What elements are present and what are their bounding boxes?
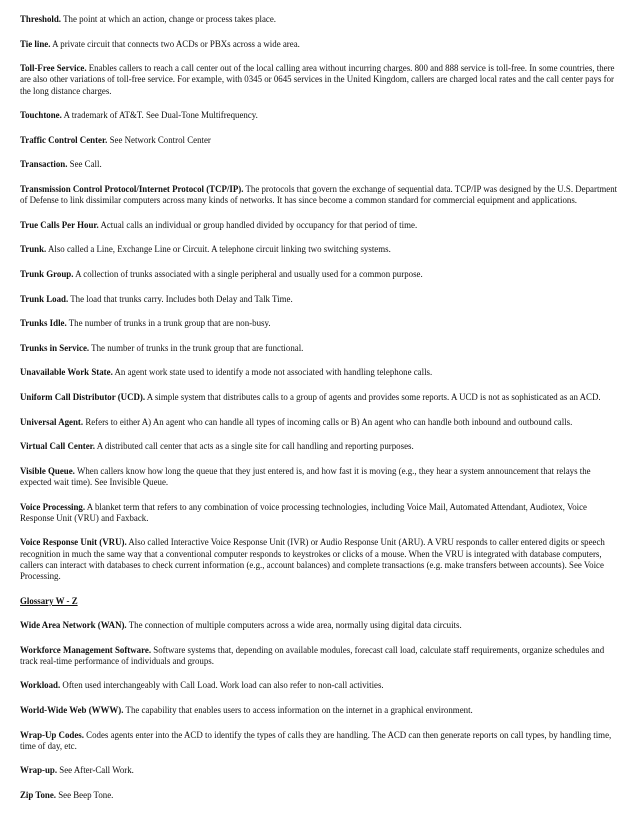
glossary-entry (20, 730, 620, 752)
glossary-definition: The capability that enables users to access information on the internet in a graphical environment. (123, 705, 473, 716)
glossary-entry (20, 220, 620, 231)
glossary-entry (20, 502, 620, 524)
glossary-term: Traffic Control Center. (20, 134, 108, 145)
glossary-entry (20, 392, 620, 403)
glossary-definition: The connection of multiple computers across a wide area, normally using digital data circuits. (126, 620, 462, 631)
glossary-entry (20, 680, 620, 691)
glossary-definition: Refers to either A) An agent who can handle all types of incoming calls or B) An agent who can handle both inbound and outbound calls. (83, 416, 573, 427)
glossary-entry (20, 39, 620, 50)
glossary-entries-t-v (20, 14, 620, 582)
glossary-definition: Also called Interactive Voice Response Unit (IVR) or Audio Response Unit (ARU). A VRU responds to caller entered digits or speech recognition in much the same way that a conventional computer responds to keystrokes or clicks of a mouse. When the VRU is integrated with database computers, callers can interact with databases to check current information (e.g., account balances) and complete transactions (e.g. make transfers between accounts). See Voice Processing. (20, 537, 605, 581)
glossary-term: Visible Queue. (20, 465, 75, 476)
glossary-term: Trunks in Service. (20, 342, 90, 353)
glossary-entry (20, 645, 620, 667)
glossary-term: Unavailable Work State. (20, 367, 113, 378)
glossary-definition: A distributed call center that acts as a single site for call handling and reporting purposes. (95, 441, 414, 452)
glossary-definition: The protocols that govern the exchange of sequential data. TCP/IP was designed by the U.S. Department of Defense to link dissimilar computers across many kinds of networks. It has since become a common standard for commercial equipment and applications. (20, 183, 618, 206)
glossary-definition: The number of trunks in the trunk group that are functional. (89, 342, 304, 353)
glossary-term: World-Wide Web (WWW). (20, 705, 124, 716)
glossary-definition: Actual calls an individual or group handled divided by occupancy for that period of time. (98, 219, 418, 230)
glossary-entry (20, 63, 620, 97)
glossary-entry (20, 244, 620, 255)
glossary-entry (20, 318, 620, 329)
glossary-term: Transmission Control Protocol/Internet Protocol (TCP/IP). (20, 183, 244, 194)
glossary-term: True Calls Per Hour. (20, 219, 99, 230)
glossary-entry (20, 620, 620, 631)
glossary-term: Workforce Management Software. (20, 644, 152, 655)
glossary-entries-w-z (20, 620, 620, 801)
glossary-term: Universal Agent. (20, 416, 84, 427)
glossary-entry (20, 159, 620, 170)
glossary-entry (20, 417, 620, 428)
glossary-definition: Enables callers to reach a call center out of the local calling area without incurring charges. 800 and 888 service is toll-free. In some countries, there are also other variations of toll-free service. For example, with 0345 or 0645 services in the United Kingdom, callers are charged local rates and the call center pays for the long distance charges. (20, 63, 615, 96)
glossary-term: Workload. (20, 680, 61, 691)
glossary-definition: An agent work state used to identify a mode not associated with handling telephone calls. (112, 367, 433, 378)
glossary-entry (20, 790, 620, 801)
glossary-definition: Codes agents enter into the ACD to identify the types of calls they are handling. The ACD can then generate reports on call types, by handling time, time of day, etc. (20, 729, 612, 751)
glossary-definition: Software systems that, depending on available modules, forecast call load, calculate staff requirements, organize schedules and track real-time performance of individuals and groups. (20, 644, 605, 666)
glossary-definition: See Beep Tone. (56, 790, 114, 801)
glossary-entry (20, 110, 620, 121)
glossary-entry (20, 343, 620, 354)
glossary-term: Virtual Call Center. (20, 441, 96, 452)
glossary-term: Wrap-Up Codes. (20, 729, 84, 740)
glossary-term: Trunk. (20, 244, 47, 255)
glossary-term: Touchtone. (20, 110, 62, 121)
glossary-definition: A private circuit that connects two ACDs or PBXs across a wide area. (50, 38, 300, 49)
glossary-term: Trunk Group. (20, 268, 74, 279)
glossary-term: Zip Tone. (20, 790, 57, 801)
glossary-entry (20, 537, 620, 582)
glossary-definition: See Call. (67, 159, 102, 170)
glossary-term: Tie line. (20, 38, 51, 49)
glossary-entry (20, 466, 620, 488)
section-heading-w-z (20, 596, 620, 607)
glossary-definition: Also called a Line, Exchange Line or Circuit. A telephone circuit linking two switching systems. (46, 244, 391, 255)
glossary-definition: See After-Call Work. (57, 765, 134, 776)
glossary-definition: A collection of trunks associated with a single peripheral and usually used for a common purpose. (73, 268, 423, 279)
glossary-entry (20, 269, 620, 280)
glossary-term: Voice Response Unit (VRU). (20, 537, 127, 548)
glossary-term: Transaction. (20, 159, 68, 170)
glossary-entry (20, 367, 620, 378)
glossary-definition: A simple system that distributes calls to a group of agents and provides some reports. A UCD is not as sophisticated as an ACD. (145, 391, 601, 402)
glossary-entry (20, 184, 620, 206)
glossary-definition: Often used interchangeably with Call Load. Work load can also refer to non-call activities. (60, 680, 384, 691)
glossary-term: Wide Area Network (WAN). (20, 620, 127, 631)
glossary-entry (20, 765, 620, 776)
glossary-term: Wrap-up. (20, 765, 58, 776)
glossary-entry (20, 14, 620, 25)
glossary-definition: A blanket term that refers to any combination of voice processing technologies, including Voice Mail, Automated Attendant, Audiotex, Voice Response Unit (VRU) and Faxback. (20, 501, 587, 523)
glossary-term: Toll-Free Service. (20, 63, 87, 74)
glossary-entry (20, 705, 620, 716)
glossary-entry (20, 135, 620, 146)
section-heading: Glossary W - Z (20, 595, 78, 606)
glossary-term: Trunk Load. (20, 293, 69, 304)
glossary-definition: The point at which an action, change or process takes place. (61, 14, 277, 24)
glossary-definition: See Network Control Center (107, 134, 211, 145)
glossary-term: Trunks Idle. (20, 318, 67, 329)
glossary-definition: A trademark of AT&T. See Dual-Tone Multifrequency. (61, 110, 258, 121)
glossary-term: Voice Processing. (20, 501, 86, 512)
glossary-entry (20, 441, 620, 452)
glossary-term: Threshold. (20, 14, 62, 24)
glossary-definition: The number of trunks in a trunk group that are non-busy. (66, 318, 271, 329)
glossary-definition: The load that trunks carry. Includes both Delay and Talk Time. (68, 293, 293, 304)
glossary-definition: When callers know how long the queue that they just entered is, and how fast it is moving (e.g., they hear a system announcement that relays the expected wait time). See Invisible Queue. (20, 465, 591, 487)
glossary-entry (20, 294, 620, 305)
glossary-term: Uniform Call Distributor (UCD). (20, 391, 146, 402)
